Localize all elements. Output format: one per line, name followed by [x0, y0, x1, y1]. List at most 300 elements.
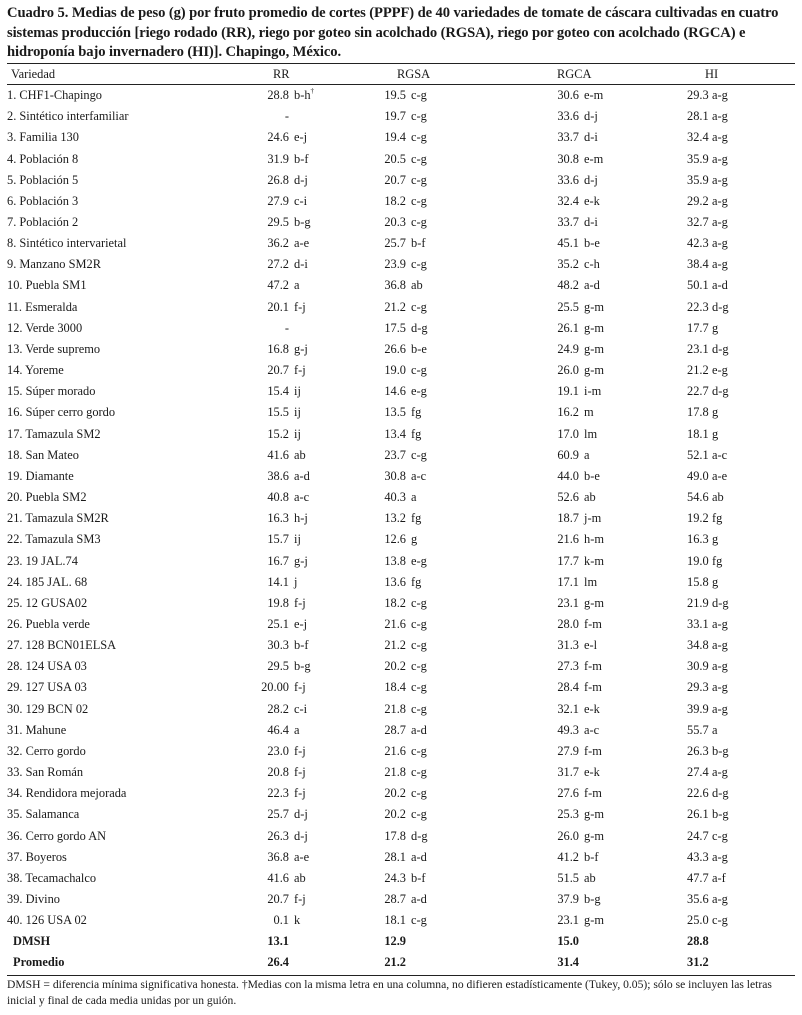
hi-tukey-letters: a-g — [712, 257, 728, 272]
rgca-cell — [537, 720, 687, 741]
rgsa-mean: 13.5 — [384, 405, 406, 420]
hi-cell — [687, 762, 795, 783]
variety-name: 28. 124 USA 03 — [7, 659, 87, 674]
rr-cell — [217, 614, 377, 635]
rr-cell — [217, 593, 377, 614]
hi-cell — [687, 212, 795, 233]
rgca-cell — [537, 318, 687, 339]
rgsa-cell — [377, 424, 537, 445]
rgca-summary-cell — [537, 952, 687, 973]
rr-tukey-letters: k — [294, 913, 301, 928]
rr-tukey-letters: f-j — [294, 892, 306, 907]
rgca-cell — [537, 699, 687, 720]
rr-tukey-letters: b-f — [294, 638, 309, 653]
rgca-mean: 60.9 — [557, 447, 579, 462]
rr-mean: 16.3 — [267, 511, 289, 526]
hi-mean: 29.2 — [687, 193, 709, 208]
rgca-mean: 33.7 — [557, 215, 579, 230]
rgsa-tukey-letters: c-g — [411, 130, 427, 145]
hi-value-group — [687, 405, 795, 420]
rgca-letters-wrap — [579, 807, 604, 822]
rr-cell — [217, 656, 377, 677]
rgsa-value-group — [377, 807, 537, 822]
table-bottom-rule — [7, 975, 795, 976]
hi-letters-wrap — [707, 194, 728, 209]
hi-tukey-letters: a — [712, 722, 718, 737]
rgca-tukey-letters: b-g — [584, 892, 601, 907]
rgsa-tukey-letters: d-g — [411, 828, 428, 843]
hi-mean: 33.1 — [687, 616, 709, 631]
hi-summary-group — [687, 934, 795, 949]
hi-cell — [687, 466, 795, 487]
table-row — [7, 127, 795, 148]
hi-mean: 29.3 — [687, 88, 709, 103]
table-row — [7, 741, 795, 762]
rgsa-mean: 13.6 — [384, 574, 406, 589]
hi-letters-wrap — [707, 405, 718, 420]
rgsa-cell — [377, 339, 537, 360]
hi-tukey-letters: a-g — [712, 193, 728, 208]
variety-name: 39. Divino — [7, 892, 61, 907]
variety-name: 33. San Román — [7, 765, 84, 780]
rr-mean: 23.0 — [267, 743, 289, 758]
rgsa-summary-group — [377, 955, 537, 970]
variety-name: 40. 126 USA 02 — [7, 913, 87, 928]
hi-letters-wrap — [707, 384, 729, 399]
variety-name: 25. 12 GUSA02 — [7, 595, 88, 610]
rgca-value-group — [537, 659, 687, 674]
rr-tukey-letters: g-j — [294, 341, 308, 356]
rgca-tukey-letters: d-j — [584, 109, 598, 124]
rgsa-mean: 23.7 — [384, 447, 406, 462]
rr-letters-wrap — [289, 723, 300, 738]
rr-cell — [217, 170, 377, 191]
rgsa-letters-wrap — [406, 702, 427, 717]
hi-mean: 26.1 — [687, 807, 709, 822]
rgca-mean: 26.1 — [557, 320, 579, 335]
rgca-letters-wrap — [579, 638, 597, 653]
header-rr: RR — [273, 66, 290, 81]
hi-cell — [687, 572, 795, 593]
hi-mean: 25.0 — [687, 913, 709, 928]
rr-mean: 20.00 — [261, 680, 289, 695]
rgca-tukey-letters: lm — [584, 426, 598, 441]
hi-tukey-letters: a-g — [712, 659, 728, 674]
variety-name: 27. 128 BCN01ELSA — [7, 638, 117, 653]
rr-mean: 40.8 — [267, 490, 289, 505]
rgca-mean: 23.1 — [557, 913, 579, 928]
table-row — [7, 212, 795, 233]
rgca-cell — [537, 593, 687, 614]
rgsa-value-group — [377, 109, 537, 124]
rgsa-tukey-letters: c-g — [411, 88, 427, 103]
rr-value-group — [217, 744, 377, 759]
hi-cell — [687, 191, 795, 212]
rgsa-value-group — [377, 575, 537, 590]
rgca-mean: 17.7 — [557, 553, 579, 568]
hi-letters-wrap — [707, 702, 728, 717]
rgsa-value-group — [377, 554, 537, 569]
rr-value-group — [217, 257, 377, 272]
hi-letters-wrap — [707, 575, 718, 590]
hi-mean: 22.6 — [687, 786, 709, 801]
rr-cell — [217, 106, 377, 127]
rgsa-value-group — [377, 152, 537, 167]
rgca-value-group — [537, 236, 687, 251]
variety-name: 23. 19 JAL.74 — [7, 553, 78, 568]
rgsa-value-group — [377, 469, 537, 484]
rgsa-letters-wrap — [406, 617, 427, 632]
rgsa-tukey-letters: c-g — [411, 151, 427, 166]
rgsa-mean: 18.1 — [384, 913, 406, 928]
hi-cell — [687, 847, 795, 868]
hi-mean: 15.8 — [687, 574, 709, 589]
rr-tukey-letters: b-f — [294, 151, 309, 166]
hi-letters-wrap — [707, 469, 727, 484]
rgca-cell — [537, 339, 687, 360]
rr-value-group — [217, 617, 377, 632]
rgsa-cell — [377, 699, 537, 720]
rgca-tukey-letters: g-m — [584, 363, 604, 378]
rgca-value-group — [537, 448, 687, 463]
rgsa-letters-wrap — [406, 723, 427, 738]
rgsa-letters-wrap — [406, 130, 427, 145]
rr-letters-wrap — [289, 829, 308, 844]
rgsa-letters-wrap — [406, 596, 427, 611]
rgca-cell — [537, 127, 687, 148]
rgca-tukey-letters: m — [584, 405, 594, 420]
rgsa-cell — [377, 868, 537, 889]
rgsa-tukey-letters: c-g — [411, 172, 427, 187]
rgca-value-group — [537, 152, 687, 167]
rgca-mean: 33.7 — [557, 130, 579, 145]
rgsa-value-group — [377, 702, 537, 717]
rgsa-mean: 21.6 — [384, 616, 406, 631]
hi-tukey-letters: a-c — [712, 447, 728, 462]
hi-value-group — [687, 680, 795, 695]
hi-cell — [687, 170, 795, 191]
hi-tukey-letters: a-g — [712, 215, 728, 230]
table-row — [7, 572, 795, 593]
rgsa-tukey-letters: b-f — [411, 870, 426, 885]
rgca-mean: 33.6 — [557, 109, 579, 124]
rr-value-group — [217, 638, 377, 653]
rr-cell — [217, 84, 377, 106]
rr-cell — [217, 804, 377, 825]
rgca-value-group — [537, 702, 687, 717]
table-row — [7, 487, 795, 508]
hi-letters-wrap — [707, 427, 718, 442]
hi-cell — [687, 656, 795, 677]
variety-name: 37. Boyeros — [7, 849, 67, 864]
table-row — [7, 297, 795, 318]
rgsa-mean: 20.5 — [384, 151, 406, 166]
rr-tukey-letters: c-i — [294, 701, 308, 716]
hi-mean: 32.4 — [687, 130, 709, 145]
hi-summary-group — [687, 955, 795, 970]
rgsa-cell — [377, 614, 537, 635]
rgca-mean: 44.0 — [557, 468, 579, 483]
rgsa-letters-wrap — [406, 575, 421, 590]
rgsa-cell — [377, 148, 537, 169]
hi-mean: 23.1 — [687, 341, 709, 356]
hi-tukey-letters: d-g — [712, 786, 729, 801]
rgca-value-group — [537, 215, 687, 230]
hi-tukey-letters: a-g — [712, 616, 728, 631]
rgca-letters-wrap — [579, 173, 598, 188]
rgsa-mean: 18.2 — [384, 193, 406, 208]
hi-cell — [687, 699, 795, 720]
rgsa-cell — [377, 170, 537, 191]
rgsa-letters-wrap — [406, 765, 427, 780]
rr-mean: 46.4 — [267, 722, 289, 737]
variety-name: 8. Sintético intervarietal — [7, 236, 127, 251]
hi-letters-wrap — [707, 342, 729, 357]
rr-letters-wrap — [289, 448, 306, 463]
rgca-value-group — [537, 850, 687, 865]
hi-letters-wrap — [707, 448, 727, 463]
table-row — [7, 825, 795, 846]
hi-value-group — [687, 152, 795, 167]
rgsa-summary-value: 21.2 — [384, 955, 406, 970]
rr-mean: 47.2 — [267, 278, 289, 293]
rgsa-letters-wrap — [406, 321, 428, 336]
hi-tukey-letters: c-g — [712, 913, 728, 928]
rgsa-mean: 25.7 — [384, 236, 406, 251]
rgca-tukey-letters: b-e — [584, 236, 600, 251]
rr-value-group — [217, 765, 377, 780]
rgsa-mean: 20.2 — [384, 786, 406, 801]
rgsa-value-group — [377, 278, 537, 293]
hi-value-group — [687, 469, 795, 484]
rgca-value-group — [537, 321, 687, 336]
rgsa-value-group — [377, 427, 537, 442]
rr-value-group — [217, 363, 377, 378]
variety-name: 19. Diamante — [7, 468, 74, 483]
rgca-mean: 37.9 — [557, 892, 579, 907]
table-row — [7, 148, 795, 169]
rgsa-mean: 13.2 — [384, 511, 406, 526]
header-rgsa: RGSA — [397, 66, 431, 81]
rgsa-tukey-letters: g — [411, 532, 418, 547]
rgca-tukey-letters: a — [584, 447, 590, 462]
rgca-letters-wrap — [579, 617, 602, 632]
variety-name: 1. CHF1-Chapingo — [7, 88, 102, 103]
rgca-cell — [537, 212, 687, 233]
variety-name: 10. Puebla SM1 — [7, 278, 87, 293]
footnote-mark: † — [310, 87, 315, 96]
variety-name: 22. Tamazula SM3 — [7, 532, 101, 547]
rgca-cell — [537, 910, 687, 931]
hi-mean: 39.9 — [687, 701, 709, 716]
table-header-row — [7, 64, 795, 84]
rgca-cell — [537, 402, 687, 423]
hi-cell — [687, 402, 795, 423]
rgsa-letters-wrap — [406, 786, 427, 801]
rgca-letters-wrap — [579, 913, 604, 928]
rgca-value-group — [537, 554, 687, 569]
rgca-value-group — [537, 300, 687, 315]
rgca-tukey-letters: g-m — [584, 341, 604, 356]
hi-letters-wrap — [707, 490, 724, 505]
variety-name: 9. Manzano SM2R — [7, 257, 101, 272]
rr-letters-wrap — [289, 765, 306, 780]
hi-tukey-letters: g — [712, 405, 719, 420]
rgca-value-group — [537, 807, 687, 822]
rr-cell — [217, 318, 377, 339]
rr-cell — [217, 445, 377, 466]
rgsa-tukey-letters: c-g — [411, 257, 427, 272]
rgsa-value-group — [377, 342, 537, 357]
rgca-value-group — [537, 384, 687, 399]
hi-tukey-letters: a-g — [712, 130, 728, 145]
rr-tukey-letters: b-h — [294, 88, 311, 103]
rr-letters-wrap — [289, 511, 308, 526]
rgsa-letters-wrap — [406, 659, 427, 674]
rgca-value-group — [537, 765, 687, 780]
hi-cell — [687, 445, 795, 466]
rgca-cell — [537, 572, 687, 593]
rr-tukey-letters: ab — [294, 447, 306, 462]
rgsa-cell — [377, 381, 537, 402]
rgca-tukey-letters: d-i — [584, 215, 598, 230]
rr-letters-wrap — [289, 427, 301, 442]
rgca-tukey-letters: ab — [584, 490, 596, 505]
rgca-cell — [537, 297, 687, 318]
hi-tukey-letters: b-g — [712, 807, 729, 822]
rgsa-cell — [377, 84, 537, 106]
rr-cell — [217, 297, 377, 318]
data-table — [7, 64, 795, 974]
hi-value-group — [687, 892, 795, 907]
rgsa-mean: 21.2 — [384, 299, 406, 314]
rgca-tukey-letters: g-m — [584, 299, 604, 314]
rgca-mean: 30.8 — [557, 151, 579, 166]
rgca-mean: 27.6 — [557, 786, 579, 801]
hi-tukey-letters: a-g — [712, 849, 728, 864]
hi-cell — [687, 529, 795, 550]
rgca-value-group — [537, 257, 687, 272]
rr-value-group — [217, 702, 377, 717]
rgca-value-group — [537, 469, 687, 484]
rgsa-value-group — [377, 913, 537, 928]
rgsa-letters-wrap — [406, 680, 427, 695]
table-row — [7, 720, 795, 741]
rr-value-group — [217, 88, 377, 103]
rgsa-tukey-letters: c-g — [411, 786, 427, 801]
hi-cell — [687, 635, 795, 656]
hi-cell — [687, 148, 795, 169]
rgca-summary-cell — [537, 931, 687, 952]
rgca-mean: 28.4 — [557, 680, 579, 695]
hi-letters-wrap — [707, 300, 729, 315]
rgca-value-group — [537, 575, 687, 590]
hi-value-group — [687, 829, 795, 844]
rgsa-mean: 28.7 — [384, 722, 406, 737]
table-row — [7, 254, 795, 275]
rr-cell — [217, 191, 377, 212]
rgsa-letters-wrap — [406, 215, 427, 230]
rr-mean: 15.2 — [267, 426, 289, 441]
hi-letters-wrap — [707, 532, 718, 547]
rgsa-value-group — [377, 130, 537, 145]
hi-mean: 42.3 — [687, 236, 709, 251]
rgsa-tukey-letters: fg — [411, 405, 422, 420]
rr-mean: 14.1 — [267, 574, 289, 589]
hi-letters-wrap — [707, 638, 728, 653]
hi-letters-wrap — [707, 744, 729, 759]
rgca-letters-wrap — [579, 342, 604, 357]
rr-value-group — [217, 427, 377, 442]
rr-mean: - — [284, 320, 289, 335]
rgsa-mean: 12.6 — [384, 532, 406, 547]
rgca-mean: 19.1 — [557, 384, 579, 399]
hi-value-group — [687, 321, 795, 336]
rgca-tukey-letters: d-j — [584, 172, 598, 187]
rgca-value-group — [537, 744, 687, 759]
hi-cell — [687, 614, 795, 635]
rgsa-mean: 18.2 — [384, 595, 406, 610]
rgsa-tukey-letters: c-g — [411, 743, 427, 758]
hi-value-group — [687, 638, 795, 653]
rgsa-tukey-letters: c-g — [411, 659, 427, 674]
rgsa-mean: 19.0 — [384, 363, 406, 378]
hi-tukey-letters: a-g — [712, 172, 728, 187]
hi-letters-wrap — [707, 617, 728, 632]
rgca-cell — [537, 825, 687, 846]
rr-cell — [217, 466, 377, 487]
rgsa-mean: 28.7 — [384, 892, 406, 907]
hi-letters-wrap — [707, 257, 728, 272]
rr-value-group — [217, 321, 377, 336]
rgca-letters-wrap — [579, 194, 600, 209]
hi-value-group — [687, 427, 795, 442]
rr-cell — [217, 508, 377, 529]
rgca-tukey-letters: g-m — [584, 828, 604, 843]
rr-letters-wrap — [289, 680, 306, 695]
rgsa-mean: 19.5 — [384, 88, 406, 103]
rgca-tukey-letters: f-m — [584, 659, 602, 674]
hi-cell — [687, 297, 795, 318]
rr-cell — [217, 910, 377, 931]
rgca-tukey-letters: f-m — [584, 786, 602, 801]
table-row — [7, 635, 795, 656]
rr-mean: 25.7 — [267, 807, 289, 822]
rr-tukey-letters: c-i — [294, 193, 308, 208]
rr-cell — [217, 487, 377, 508]
hi-value-group — [687, 575, 795, 590]
rgca-letters-wrap — [579, 554, 604, 569]
hi-mean: 30.9 — [687, 659, 709, 674]
rgca-tukey-letters: d-i — [584, 130, 598, 145]
rgca-letters-wrap — [579, 850, 598, 865]
rr-cell — [217, 275, 377, 296]
rgca-letters-wrap — [579, 871, 596, 886]
rr-tukey-letters: f-j — [294, 680, 306, 695]
hi-mean: 43.3 — [687, 849, 709, 864]
rr-cell — [217, 402, 377, 423]
rr-tukey-letters: ab — [294, 870, 306, 885]
table-body — [7, 84, 795, 974]
rr-mean: 20.7 — [267, 363, 289, 378]
rr-cell — [217, 127, 377, 148]
rr-value-group — [217, 659, 377, 674]
table-caption: Cuadro 5. Medias de peso (g) por fruto promedio de cortes (PPPF) de 40 variedades de tomate de cáscara cultivadas en cuatro sistemas producción [riego rodado (RR), riego por goteo sin acolchado (RGSA), riego por goteo con acolchado (RGCA) e hidroponía bajo invernadero (HI)]. Chapingo, México. — [7, 5, 779, 60]
hi-tukey-letters: a-g — [712, 88, 728, 103]
rr-cell — [217, 677, 377, 698]
rgsa-value-group — [377, 448, 537, 463]
hi-mean: 35.9 — [687, 172, 709, 187]
